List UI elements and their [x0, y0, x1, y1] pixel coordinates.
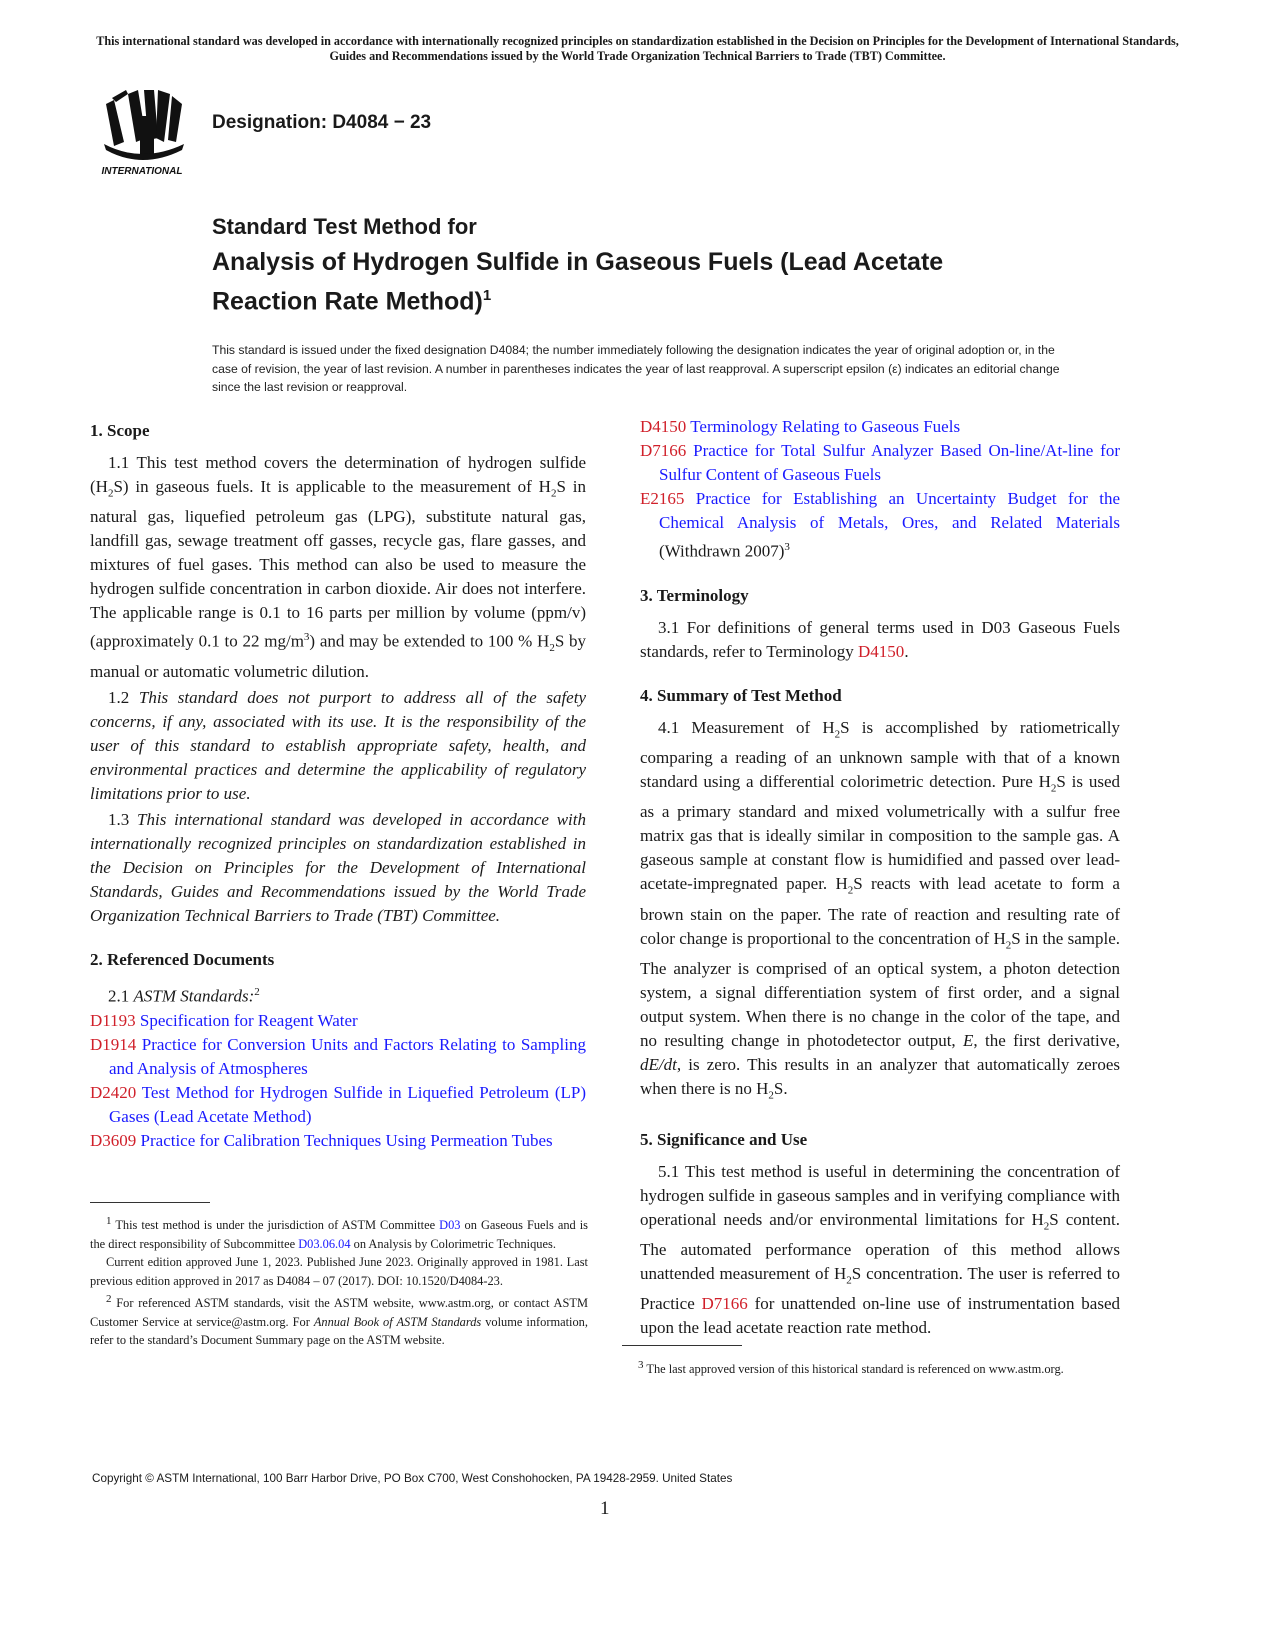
footnote-1-edition: Current edition approved June 1, 2023. Published June 2023. Originally approved in 1981. Last previous edition approved in 2017 as D4084 – 07 (2017). DOI: 10.1520/D4084-23. — [90, 1255, 588, 1288]
footnote-link-d03[interactable]: D03 — [439, 1218, 461, 1233]
title-main-text: Analysis of Hydrogen Sulfide in Gaseous Fuels (Lead Acetate Reaction Rate Method) — [212, 248, 944, 316]
tbt-notice: This international standard was developed in accordance with internationally recognized principles on standardization established in the Decision on Principles for the Development of International Standards, Guides and Recommendations issued by the World Trade Organization Technical Barriers to Trade (TBT) Committee. — [96, 34, 1179, 63]
footnote-rule-left — [90, 1202, 210, 1203]
scope-heading: 1. Scope — [90, 421, 150, 440]
issued-note: This standard is issued under the fixed designation D4084; the number immediately following the designation indicates the year of original adoption or, in the case of revision, the year of last revision. A number in parentheses indicates the year of last reapproval. A superscript epsilon (ε) indicates an editorial change since the last revision or reapproval. — [212, 343, 1060, 394]
footnotes-right — [622, 1356, 1120, 1379]
terminology-link-d4150[interactable]: D4150 — [858, 641, 905, 661]
terminology-heading: 3. Terminology — [640, 585, 749, 605]
designation: Designation: D4084 − 23 — [212, 112, 432, 133]
copyright: Copyright © ASTM International, 100 Barr Harbor Drive, PO Box C700, West Conshohocken, PA 19428-2959. United States — [92, 1472, 733, 1485]
para-1-1: 1.1 This test method covers the determination of hydrogen sulfide $(H_2S)$ in gaseous fuels. It is applicable to the measurement of $H_2S$ in natural gas, liquefied petroleum gas (LPG), substitute natural gas, landfill gas, sewage treatment off gasses, recycle gas, flare gasses, and mixtures of fuel gases. This method can also be used to measure the hydrogen sulfide concentration in carbon dioxide. Air does not interfere. The applicable range is 0.1 to 16 parts per million by volume (ppm/v) (approximately 0.1 to 22 $mg/m^3$) and may be extended to 100 % $H_2S$ by manual or automatic volumetric dilution. — [90, 453, 586, 682]
ref-d3609[interactable]: D3609 Practice for Calibration Techniques Using Permeation Tubes — [90, 1131, 553, 1151]
para-1-2: 1.2 This standard does not purport to address all of the safety concerns, if any, associated with its use. It is the responsibility of the user of this standard to establish appropriate safety, health, and environmental practices and determine the applicability of regulatory limitations prior to use. — [90, 688, 586, 804]
ref-d1193[interactable]: D1193 Specification for Reagent Water — [90, 1011, 358, 1031]
para-2-1: 2.1 ASTM Standards:$^2$ — [108, 986, 260, 1007]
para-1-3: 1.3 This international standard was developed in accordance with internationally recognized principles on standardization established in the Decision on Principles for the Development of International Standards, Guides and Recommendations issued by the World Trade Organization Technical Barriers to Trade (TBT) Committee. — [90, 810, 586, 926]
significance-heading: 5. Significance and Use — [640, 1129, 808, 1149]
para-4-1: 4.1 Measurement of $H_2S$ is accomplished by ratiometrically comparing a reading of an unknown sample with that of a known standard using a differential colorimetric detection. Pure $H_2S$ is used as a primary standard and mixed volumetrically with a sulfur free matrix gas that is ideally similar in composition to the sample gas. A gaseous sample at constant flow is humidified and passed over lead-acetate-impregnated paper. $H_2S$ reacts with lead acetate to form a brown stain on the paper. The rate of reaction and resulting rate of color change is proportional to the concentration of $H_2S$ in the sample. The analyzer is comprised of an optical system, a photon detection system, a signal differentiation system of first order, and a signal output system. When there is no change in the color of the tape, and no resulting change in photodetector output, E, the first derivative, dE/dt, is zero. This results in an analyzer that automatically zeroes when there is no $H_2S$. — [640, 717, 1120, 1102]
footnote-link-d030604[interactable]: D03.06.04 — [298, 1236, 351, 1251]
para-5-1: 5.1 This test method is useful in determining the concentration of hydrogen sulfide in gaseous samples and in verifying compliance with operational needs and/or environmental limitations for $H_2S$ content. The automated performance operation of this method allows unattended measurement of $H_2S$ concentration. The user is referred to Practice D7166 for unattended on-line use of instrumentation based upon the lead acetate reaction rate method. — [640, 1161, 1120, 1338]
ref-d2420[interactable]: D2420 Test Method for Hydrogen Sulfide in Liquefied Petroleum (LP) Gases (Lead Acetate Method) — [90, 1083, 586, 1127]
referenced-documents-heading: 2. Referenced Documents — [90, 950, 275, 970]
logo-subtitle: INTERNATIONAL — [101, 166, 183, 176]
astm-logo — [92, 86, 196, 176]
footnote-1: $^1$ This test method is under the jurisdiction of ASTM Committee D03 on Gaseous Fuels and is the direct responsibility of Subcommittee D03.06.04 on Analysis by Colorimetric Techniques. — [90, 1215, 589, 1251]
page-number: 1 — [600, 1498, 610, 1519]
footnote-rule-right — [622, 1345, 742, 1346]
ref-d7166[interactable]: D7166 Practice for Total Sulfur Analyzer Based On-line/At-line for Sulfur Content of Gaseous Fuels — [640, 441, 1120, 484]
right-column — [640, 415, 1120, 1340]
ref-d4150[interactable]: D4150 Terminology Relating to Gaseous Fuels — [640, 417, 961, 436]
significance-link-d7166[interactable]: D7166 — [701, 1294, 748, 1314]
title-prefix: Standard Test Method for — [212, 214, 477, 239]
footnote-2: $^2$ For referenced ASTM standards, visit the ASTM website, www.astm.org, or contact ASTM Customer Service at service@astm.org. For Annual Book of ASTM Standards volume information, refer to the standard’s Document Summary page on the ASTM website. — [90, 1293, 588, 1348]
ref-d1914[interactable]: D1914 Practice for Conversion Units and Factors Relating to Sampling and Analysis of Atmospheres — [90, 1035, 586, 1079]
summary-heading: 4. Summary of Test Method — [640, 685, 842, 705]
footnote-3: $^3$ The last approved version of this historical standard is referenced on www.astm.org. — [638, 1359, 1064, 1377]
title-footnote-mark: 1 — [482, 287, 492, 304]
footnotes-left — [90, 1212, 588, 1350]
left-column — [90, 419, 586, 1153]
ref-e2165[interactable]: E2165 Practice for Establishing an Uncertainty Budget for the Chemical Analysis of Metals, Ores, and Related Materials (Withdrawn 2007)$^3$ — [640, 489, 1120, 561]
para-3-1: 3.1 For definitions of general terms used in D03 Gaseous Fuels standards, refer to Terminology D4150. — [640, 617, 1120, 661]
document-title — [212, 246, 1012, 318]
